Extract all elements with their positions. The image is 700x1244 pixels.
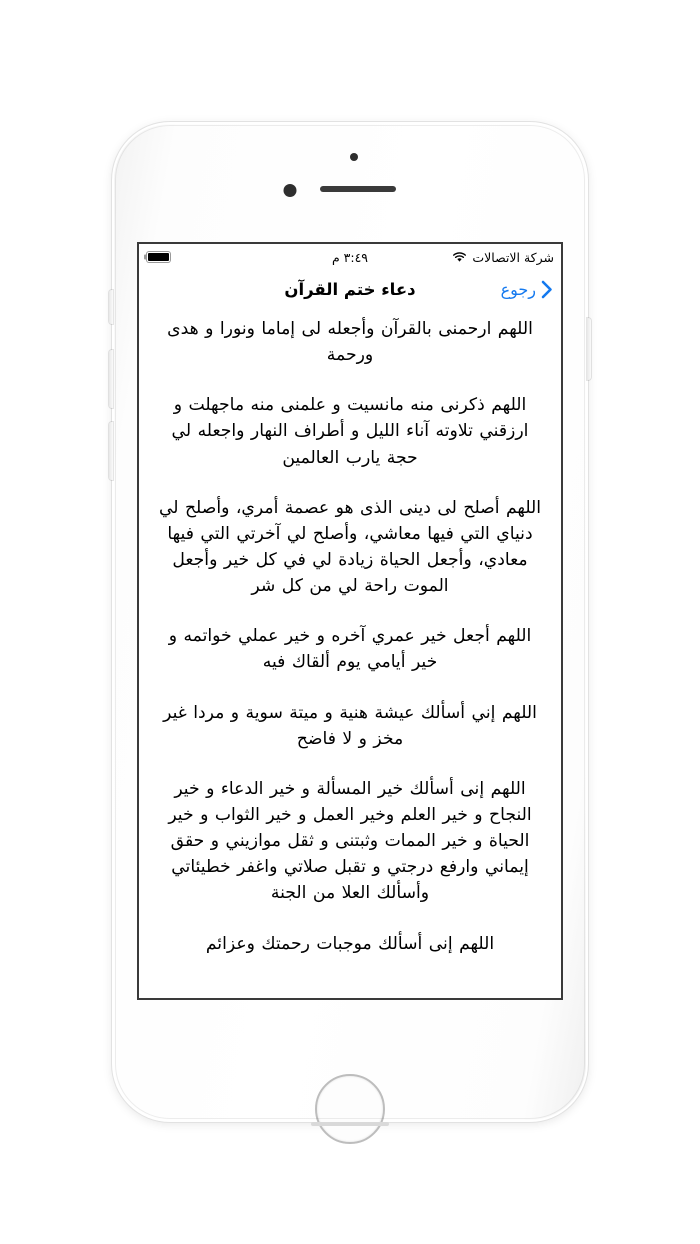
dua-paragraph: اللهم ارحمنى بالقرآن وأجعله لى إماما ونورا و هدى ورحمة: [167, 319, 533, 366]
dua-paragraph: اللهم إنى أسألك موجبات رحمتك وعزائم: [205, 933, 495, 954]
dua-content-scroll[interactable]: [139, 308, 561, 998]
wifi-icon: [452, 251, 467, 263]
power-button[interactable]: [587, 318, 591, 380]
volume-up-button[interactable]: [109, 350, 113, 408]
phone-screen: [137, 242, 563, 1000]
home-button[interactable]: [315, 1074, 385, 1144]
carrier-label: شركة الاتصالات: [472, 249, 554, 265]
navigation-bar: [139, 270, 561, 308]
status-bar-right-group: [452, 250, 554, 265]
mute-switch[interactable]: [109, 290, 113, 324]
status-bar-clock: ٣:٤٩ م: [331, 249, 369, 265]
dua-paragraph: اللهم إني أسألك عيشة هنية و ميتة سوية و مردا غير مخز و لا فاضح: [163, 702, 537, 749]
status-bar-left-group: [146, 251, 171, 263]
battery-cap: [144, 255, 146, 260]
dua-paragraph: اللهم إنى أسألك خير المسألة و خير الدعاء و خير النجاح و خير العلم وخير العمل و خير الثواب و خير الحياة و خير الممات وثبتنى و ثقل موازيني و حقق إيماني وارفع درجتي و تقبل صلاتي واغفر خطيئاتي وأسألك العلا من الجنة: [168, 778, 532, 904]
status-bar: [139, 244, 561, 270]
battery-fill: [148, 253, 169, 261]
front-camera-icon: [284, 184, 297, 197]
dua-paragraph: اللهم ذكرنى منه مانسيت و علمنى منه ماجهلت و ارزقني تلاوته آناء الليل و أطراف النهار واجعله لي حجة يارب العالمين: [171, 395, 529, 468]
dua-paragraph: اللهم أصلح لى دينى الذى هو عصمة أمري، وأصلح لي دنياي التي فيها معاشي، وأصلح لي آخرتي التي فيها معادي، وأجعل الحياة زيادة لي في كل خير وأجعل الموت راحة لي من كل شر: [158, 497, 542, 597]
battery-full-icon: [146, 251, 171, 263]
dua-paragraph: اللهم أجعل خير عمري آخره و خير عملي خواتمه و خير أيامي يوم ألقاك فيه: [168, 626, 532, 673]
chevron-right-icon: [540, 280, 553, 299]
page-title: دعاء ختم القرآن: [284, 279, 416, 299]
back-button-label: رجوع: [500, 279, 536, 299]
back-button[interactable]: [501, 280, 553, 299]
bottom-speaker-slot: [311, 1122, 389, 1126]
volume-down-button[interactable]: [109, 422, 113, 480]
proximity-sensor-icon: [350, 153, 358, 161]
earpiece-speaker: [320, 186, 396, 192]
phone-device-frame: [112, 122, 588, 1122]
